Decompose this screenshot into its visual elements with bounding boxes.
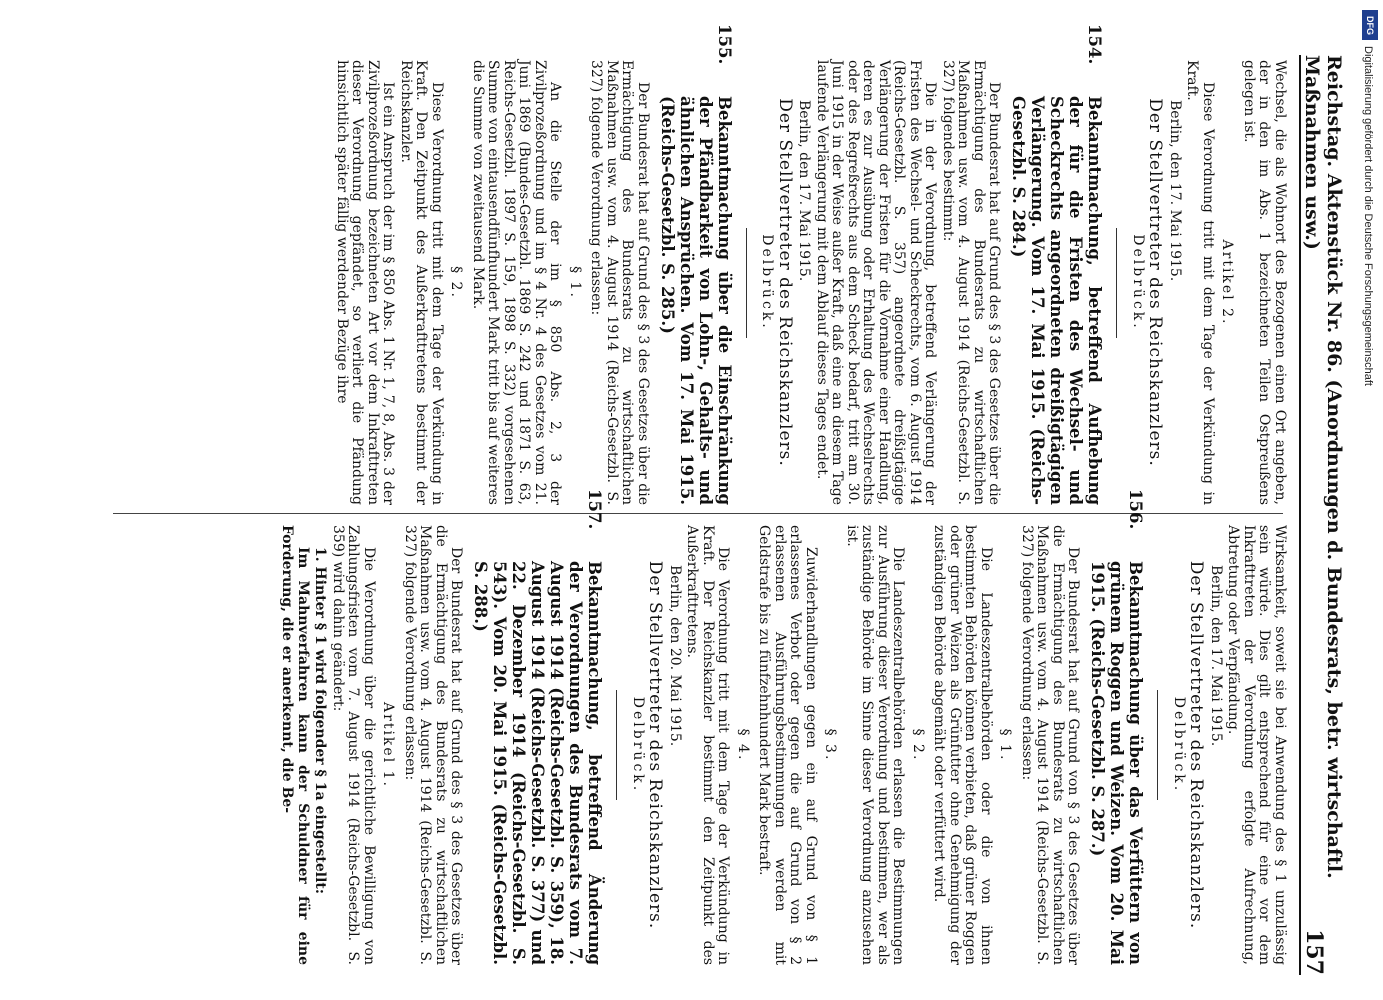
announcement-156-title: 156.Bekanntmachung über das Verfüttern von grünem Roggen und Weizen. Vom 20. Mai 1915. (Reichs-Gesetzbl. S. 287.) (1088, 489, 1146, 965)
paragraph-text: Die Landeszentralbehörden erlassen die Bestimmungen zur Ausführung dieser Verordnung und bestimmen, wer als zuständige Behörde im Sinne dieser Verordnung anzusehen ist. (844, 525, 907, 965)
announcement-156-preamble: Der Bundesrat hat auf Grund von § 3 des Gesetzes über die Ermächtigung des Bundesrats zu wirtschaftlichen Maßnahmen usw. vom 4. August 1914 (Reichs-Gesetzbl. S. 327) folgende Verordnung erlassen: (1019, 525, 1082, 965)
funding-note: Digitalisierung gefördert durch die Deutsche Forschungsgemeinschaft (1362, 46, 1374, 386)
column-divider (113, 513, 1283, 514)
announcement-155-title: 155.Bekanntmachung über die Einschränkung der Pfändbarkeit von Lohn-, Gehalts- und ähnlichen Ansprüchen. Vom 17. Mai 1915. (Reichs-Gesetzbl. S. 285.) (658, 24, 734, 505)
paragraph-heading: § 2. (910, 728, 926, 762)
list-item-text: Im Mahnverfahren kann der Schuldner für eine Forderung, die er anerkennt, die Be- (279, 525, 311, 965)
announcement-157-title: 157.Bekanntmachung, betreffend Änderung der Verordnungen des Bundesrats vom 7. August 1914 (Reichs-Gesetzbl. S. 359), 18. August 1914 (Reichs-Gesetzbl. S. 377) und 22. Dezember 1914 (Reichs-Gesetzbl. S. 543). Vom 20. Mai 1915. (Reichs-Gesetzbl. S. 288.) (471, 489, 605, 965)
paragraph-heading: § 4. (735, 728, 751, 762)
page-number: 157 (1301, 929, 1327, 975)
article-2-text: Diese Verordnung tritt mit dem Tage der Verkündung in Kraft. (1184, 60, 1216, 505)
paragraph-text: Die Landeszentralbehörden oder die von ihnen bestimmten Behörden können verbieten, daß grüner Roggen oder grüner Weizen als Grünfutter ohne Genehmigung der zuständigen Behörde abgemäht oder verfüttert wird. (931, 525, 994, 965)
paragraph-text: Diese Verordnung tritt mit dem Tage der Verkündung in Kraft. Den Zeitpunkt des Außerkrafttretens bestimmt der Reichskanzler. (398, 60, 445, 505)
date-line: Berlin, den 17. Mai 1915. (796, 100, 813, 282)
intro-text: Wechsel, die als Wohnort des Bezogenen einen Ort angeben, der in den im Abs. 1 bezeichneten Teilen Ostpreußens gelegen ist. (1241, 60, 1288, 505)
signature-role: Der Stellvertreter des Reichskanzlers. (645, 560, 666, 930)
signature-role: Der Stellvertreter des Reichskanzlers. (775, 98, 795, 467)
paragraph-text: Ist ein Anspruch der im § 850 Abs. 1 Nr. 1, 7, 8, Abs. 3 der Zivilprozeßordnung bezeichneten Art vor dem Inkrafttreten dieser Verordnung gepfändet, so verliert die Pfändung hinsichtlich später fällig werdender Bezüge ihre (334, 60, 397, 505)
signature-name: Delbrück. (759, 234, 776, 331)
right-column (277, 489, 1288, 965)
running-header (1299, 55, 1345, 975)
continued-text: Wirksamkeit, soweit sie bei Anwendung des § 1 unzulässig sein würde. Dies gilt entsprechend für eine vor dem Inkrafttreten der Verordnung erfolgte Aufrechnung, Abtretung oder Verpfändung. (1225, 525, 1288, 965)
date-line: Berlin, den 20. Mai 1915. (667, 565, 683, 747)
paragraph-heading: § 3. (822, 728, 839, 762)
section-rule (617, 690, 618, 800)
announcement-154-body: Die in der Verordnung, betreffend Verlängerung der Fristen des Wechsel- und Scheckrechts, vom 6. August 1914 (Reichs-Gesetzbl. S. 357) angeordnete dreißigtägige Verlängerung der Fristen für die Vornahme einer Handlung, deren es zur Ausübung oder Erhaltung des Wechselrechts oder des Regreßrechts aus dem Scheck bedarf, tritt am 30. Juni 1915 in der Weise außer Kraft, daß eine an diesem Tage laufende Verlängerung mit dem Ablauf dieses Tages endet. (814, 60, 939, 505)
article-1-text: Die Verordnung über die gerichtliche Bewilligung von Zahlungsfristen vom 7. August 1914 (Reichs-Gesetzbl. S. 359) wird dahin geändert: (330, 525, 377, 965)
date-line: Berlin, den 17. Mai 1915. (1167, 100, 1183, 282)
list-item: 1. Hinter § 1 wird folgender § 1a eingestellt: (312, 547, 329, 895)
announcement-155-preamble: Der Bundesrat hat auf Grund des § 3 des Gesetzes über die Ermächtigung des Bundesrats zu wirtschaftlichen Maßnahmen usw. vom 4. August 1914 (Reichs-Gesetzbl. S. 327) folgende Verordnung erlassen: (588, 60, 651, 505)
signature-role: Der Stellvertreter des Reichskanzlers. (1186, 560, 1207, 930)
header-title: Reichstag. Aktenstück Nr. 86. (Anordnungen d. Bundesrats, betr. wirtschaftl. Maßnahmen usw.) (1301, 55, 1345, 879)
paragraph-text: Die Verordnung tritt mit dem Tage der Verkündung in Kraft. Der Reichskanzler bestimmt den Zeitpunkt des Außerkrafttretens. (684, 525, 732, 965)
paragraph-heading: § 2. (448, 266, 465, 299)
announcement-154-title: 154.Bekanntmachung, betreffend Aufhebung der für die Fristen des Wechsel- und Scheckrechts angeordneten dreißigtägigen Verlängerung. Vom 17. Mai 1915. (Reichs-Gesetzbl. S. 284.) (1009, 24, 1105, 505)
dfg-logo: DFG (1362, 10, 1378, 40)
article-1-heading: Artikel 1. (380, 702, 397, 788)
paragraph-heading: § 1. (997, 728, 1014, 762)
signature-name: Delbrück. (1130, 234, 1146, 331)
announcement-154-preamble: Der Bundesrat hat auf Grund des § 3 des Gesetzes über die Ermächtigung des Bundesrats zu wirtschaftlichen Maßnahmen usw. vom 4. August 1914 (Reichs-Gesetzbl. S. 327) folgendes bestimmt: (940, 60, 1003, 505)
signature-name: Delbrück. (1171, 696, 1187, 794)
section-rule (1158, 690, 1159, 800)
date-line: Berlin, den 17. Mai 1915. (1208, 565, 1224, 747)
announcement-157-preamble: Der Bundesrat hat auf Grund des § 3 des Gesetzes über die Ermächtigung des Bundesrats zu wirtschaftlichen Maßnahmen usw. vom 4. August 1914 (Reichs-Gesetzbl. S. 327) folgende Verordnung erlassen: (402, 525, 465, 965)
section-rule (746, 228, 747, 338)
signature-name: Delbrück. (630, 696, 646, 794)
paragraph-text: An die Stelle der im § 850 Abs. 2, 3 der Zivilprozeßordnung und im § 4 Nr. 4 des Gesetzes vom 21. Juni 1869 (Bundes-Gesetzbl. 1869 S. 242 und 1871 S. 63, Reichs-Gesetzbl. 1897 S. 159, 1898 S. 332) vorgesehenen Summe von eintausendfünfhundert Mark tritt bis auf weiteres die Summe von zweitausend Mark. (470, 60, 564, 505)
paragraph-text: Zuwiderhandlungen gegen ein auf Grund von § 1 erlassenes Verbot oder gegen die auf Grund von § 2 erlassenen Ausführungsbestimmungen werden mit Geldstrafe bis zu fünfzehnhundert Mark bestraft. (756, 525, 819, 965)
funding-sidebar (1360, 10, 1382, 990)
signature-role: Der Stellvertreter des Reichskanzlers. (1145, 98, 1166, 467)
article-2-heading: Artikel 2. (1219, 239, 1236, 326)
section-rule (1117, 228, 1118, 338)
left-column (332, 24, 1288, 505)
paragraph-heading: § 1. (567, 266, 583, 299)
